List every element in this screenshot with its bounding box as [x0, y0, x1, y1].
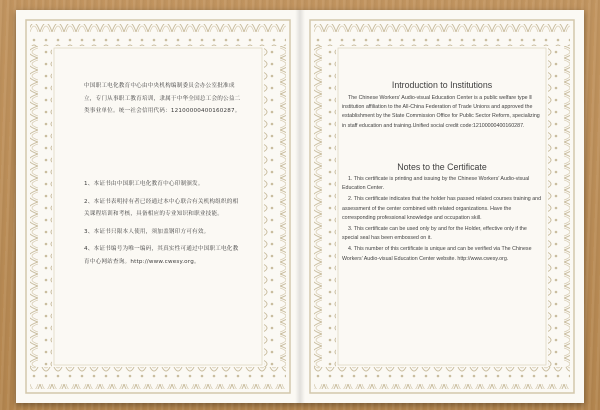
- note-3: 3. This certificate can be used only by and for the Holder, effective only if the special seal has been embossed on it.: [342, 226, 527, 242]
- intro-text: [342, 94, 542, 133]
- left-page: [16, 10, 300, 403]
- note-2: 2. This certificate indicates that the holder has passed related courses training and assessment of the center combined with related organizations. Have the corresponding professional knowledge and occupation skill.: [342, 196, 542, 221]
- right-page: [300, 10, 584, 403]
- chinese-note-4: 4、本证书编号为唯一编码，其真实性可通过中国职工电化教育中心网站查询。http://www.cwesy.org。: [84, 246, 239, 265]
- chinese-intro-text: [84, 80, 244, 118]
- chinese-note-1: 1、本证书由中国职工电化教育中心印制颁发。: [84, 181, 204, 187]
- note-1: 1. This certificate is printing and issuing by the Chinese Workers’ Audio-visual Education Center.: [342, 176, 530, 192]
- notes-title: Notes to the Certificate: [397, 162, 487, 172]
- notes-list: [342, 175, 542, 266]
- certificate-booklet: [16, 10, 584, 403]
- chinese-intro-paragraph: 中国职工电化教育中心由中央机构编制委员会办公室批准成立，专门从事职工教育培训，隶属于中华全国总工会的公益二类事业单位。统一社会信用代码：12100000400160287。: [84, 83, 241, 114]
- intro-title: Introduction to Institutions: [391, 80, 493, 90]
- chinese-notes: [84, 178, 244, 273]
- chinese-note-2: 2、本证书表明持有者已经通过本中心联合有关机构组织的相关课程培训和考核，具备相应的专业知识和职业技能。: [84, 198, 239, 217]
- chinese-note-3: 3、本证书只限本人使用，须加盖钢印方可有效。: [84, 228, 210, 235]
- note-4: 4. This number of this certificate is unique and can be verified via The Chinese Workers’ Audio-visual Education Center website. http://www.cwesy.org.: [342, 246, 532, 262]
- intro-paragraph: The Chinese Workers’ Audio-visual Education Center is a public welfare type Ⅱ institution affiliation to the All-China Federation of Trade Unions and approved the establishment by the State Commission Office for Public Sector Reform, specializing in staff education and training.Unified social credit code:12100000400160287.: [342, 95, 540, 129]
